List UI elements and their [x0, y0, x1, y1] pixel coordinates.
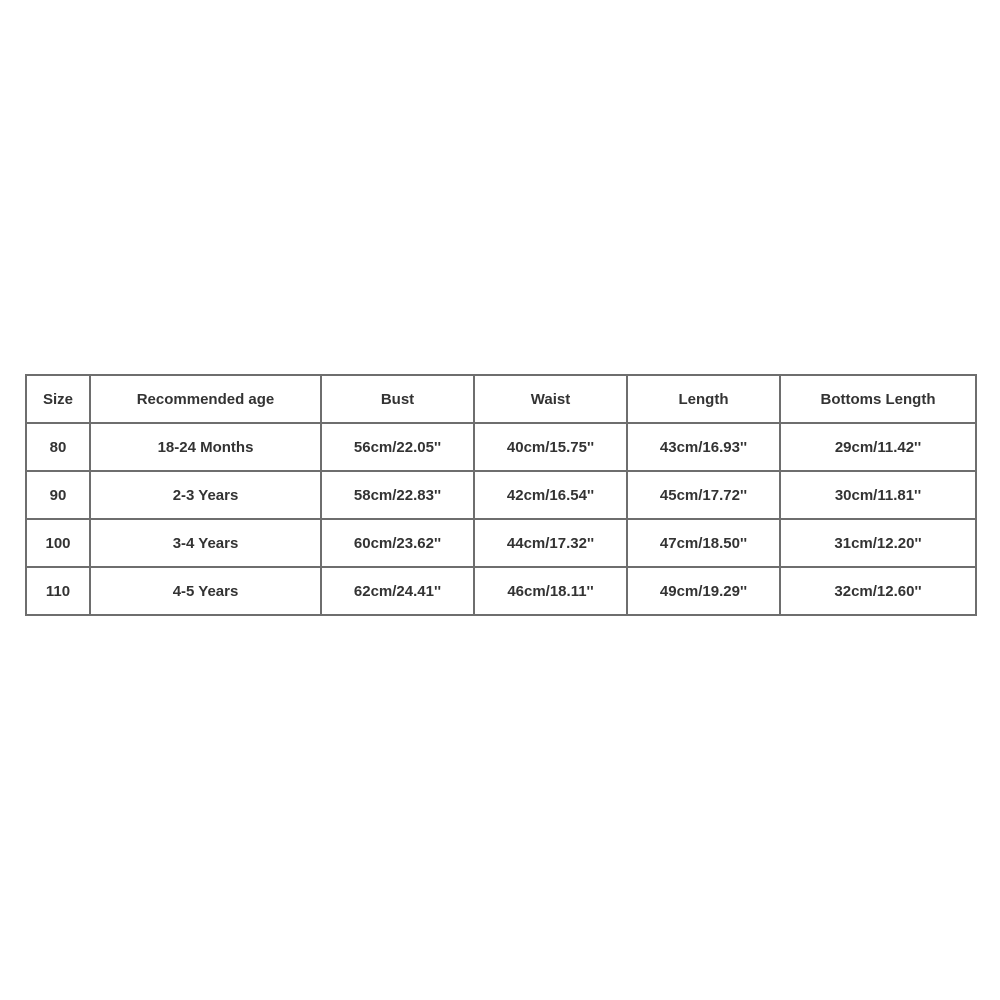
cell-bust: 58cm/22.83'' [321, 471, 474, 519]
cell-waist: 42cm/16.54'' [474, 471, 627, 519]
table-row [26, 471, 976, 519]
cell-waist: 46cm/18.11'' [474, 567, 627, 615]
header-row [26, 375, 976, 423]
cell-length: 47cm/18.50'' [627, 519, 780, 567]
table-row [26, 519, 976, 567]
cell-size: 100 [26, 519, 90, 567]
table-row [26, 567, 976, 615]
header-bottoms-length: Bottoms Length [780, 375, 976, 423]
cell-bottoms-length: 30cm/11.81'' [780, 471, 976, 519]
header-waist: Waist [474, 375, 627, 423]
cell-recommended-age: 3-4 Years [90, 519, 321, 567]
header-length: Length [627, 375, 780, 423]
cell-recommended-age: 4-5 Years [90, 567, 321, 615]
cell-size: 90 [26, 471, 90, 519]
cell-length: 49cm/19.29'' [627, 567, 780, 615]
cell-recommended-age: 18-24 Months [90, 423, 321, 471]
cell-waist: 40cm/15.75'' [474, 423, 627, 471]
cell-bottoms-length: 31cm/12.20'' [780, 519, 976, 567]
cell-bust: 56cm/22.05'' [321, 423, 474, 471]
cell-bottoms-length: 29cm/11.42'' [780, 423, 976, 471]
size-chart-table [25, 374, 977, 616]
cell-bust: 60cm/23.62'' [321, 519, 474, 567]
cell-waist: 44cm/17.32'' [474, 519, 627, 567]
cell-bust: 62cm/24.41'' [321, 567, 474, 615]
cell-length: 43cm/16.93'' [627, 423, 780, 471]
cell-size: 110 [26, 567, 90, 615]
cell-size: 80 [26, 423, 90, 471]
cell-recommended-age: 2-3 Years [90, 471, 321, 519]
cell-bottoms-length: 32cm/12.60'' [780, 567, 976, 615]
header-bust: Bust [321, 375, 474, 423]
cell-length: 45cm/17.72'' [627, 471, 780, 519]
table-row [26, 423, 976, 471]
header-recommended-age: Recommended age [90, 375, 321, 423]
header-size: Size [26, 375, 90, 423]
